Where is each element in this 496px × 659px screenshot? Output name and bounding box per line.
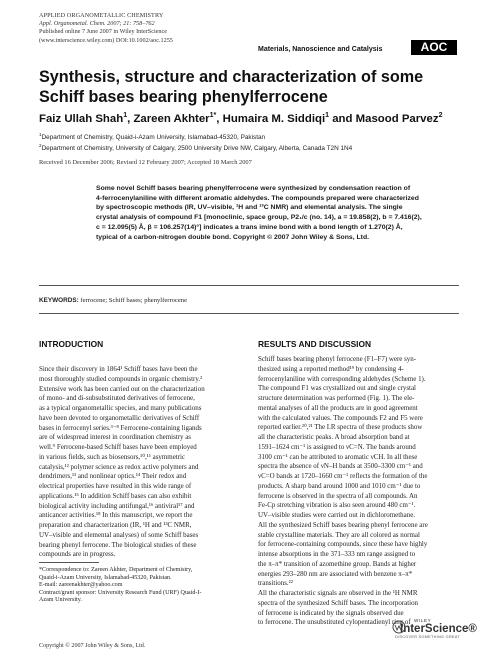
text-line: UV–visible studies were carried out in dichloromethane. bbox=[258, 511, 416, 519]
text-line: reported earlier.²⁰,²¹ The I.R spectra of these products show bbox=[258, 423, 423, 432]
text-line: to ferrocene. The unsubstituted cylopentadienyl ring of bbox=[258, 618, 411, 627]
author-name: Masood Parvez bbox=[355, 112, 439, 125]
text-line: structure determination was performed (Fig. 1). The ele- bbox=[258, 394, 415, 402]
text-line: with the calculated values. The compounds F2 and F5 were bbox=[258, 413, 423, 422]
text-line: well.⁹ Ferrocene-based Schiff bases have been employed bbox=[39, 443, 197, 451]
abstract-line: typical of a carbon-nitrogen double bond. Copyright © 2007 John Wiley & Sons, Ltd. bbox=[96, 233, 370, 241]
text-line: UV–visible and elemental analyses) of some Schiff bases bbox=[39, 530, 199, 539]
text-line: energies 293–280 nm are associated with benzene π–π* bbox=[258, 569, 413, 578]
affiliations bbox=[39, 131, 479, 154]
footnote-line: Quaid-i-Azam University, Islamabad-45320, Pakistan. bbox=[39, 574, 172, 581]
text-line: All the characteristic signals are observed in the ¹H NMR bbox=[258, 589, 418, 597]
journal-badge: AOC bbox=[411, 40, 457, 55]
abstract bbox=[96, 184, 460, 242]
received-dates: Received 16 December 2006; Revised 12 February 2007; Accepted 18 March 2007 bbox=[39, 159, 252, 166]
footnote-line: Azam University. bbox=[39, 597, 82, 604]
text-line: of mono- and di-subsubstituted derivatives of ferrocene, bbox=[39, 394, 195, 403]
text-line: bearing phenyl ferrocene. The biological studies of these bbox=[39, 540, 197, 549]
text-line: transitions.²² bbox=[258, 579, 293, 588]
text-line: have been devoted to organometallic derivatives of Schiff bbox=[39, 413, 200, 422]
affiliation-text: Department of Chemistry, Quaid-i-Azam University, Islamabad-45320, Pakistan bbox=[41, 134, 266, 142]
results-text bbox=[258, 355, 462, 628]
affiliation-sup: 2 bbox=[39, 143, 42, 149]
text-line: stable crystalline materials. They are all colored as normal bbox=[258, 530, 420, 539]
title-line-1: Synthesis, structure and characterization of some bbox=[39, 68, 424, 86]
wiley-interscience-logo bbox=[392, 618, 477, 639]
text-line: applications.¹⁵ In addition Schiff bases can also exhibit bbox=[39, 491, 192, 500]
author-list: Faiz Ullah Shah$^1$, Zareen Akhter$^{1*}$, Humaira M. Siddiqi$^1$ and Masood Parvez$^2$ bbox=[39, 112, 443, 125]
text-line: for ferrocene-containing compounds, since these have highly bbox=[258, 540, 428, 549]
intro-heading: INTRODUCTION bbox=[39, 339, 104, 349]
author-sup: 1 bbox=[325, 112, 330, 119]
interscience-wordmark: InterScience® bbox=[400, 623, 477, 635]
keywords-text: ferrocene; Schiff bases; phenylferrocene bbox=[80, 297, 188, 304]
wiley-wordmark: WILEY bbox=[414, 618, 432, 623]
text-line: in various fields, such as biosensors,¹⁰,¹¹ asymmetric bbox=[39, 452, 186, 461]
text-line: all the characteristic peaks. A broad absorption band at bbox=[258, 433, 410, 441]
text-line: Since their discovery in 1864¹ Schiff bases have been the bbox=[39, 365, 198, 373]
footnote bbox=[39, 567, 244, 605]
text-line: Fe-Cp stretching vibration is also seen around 480 cm⁻¹. bbox=[258, 501, 416, 510]
footnote-line: Contract/grant sponsor: University Research Fund (URF) Quaid-I- bbox=[39, 589, 202, 596]
keywords bbox=[39, 297, 187, 304]
text-line: mental analyses of all the products are in good agreement bbox=[258, 403, 418, 412]
author-name: Zareen Akhter bbox=[133, 112, 210, 125]
text-line: biological activity including antifungal,¹⁶ antiviral¹⁷ and bbox=[39, 501, 195, 510]
text-line: catalysis,¹² polymer science as redox active polymers and bbox=[39, 462, 199, 471]
article-title bbox=[39, 67, 459, 107]
text-line: preparation and characterization (IR, ¹H and ¹³C NMR, bbox=[39, 521, 192, 529]
section-label: Materials, Nanoscience and Catalysis bbox=[258, 46, 383, 53]
footnote-line: *Correspondence to: Zareen Akhter, Department of Chemistry, bbox=[39, 567, 193, 573]
abstract-line: crystal analysis of compound F1 [monoclinic, space group, P2₁/c (no. 14), a = 19.858(2), b = 7.416(2), bbox=[96, 214, 422, 222]
keywords-label: KEYWORDS: bbox=[39, 297, 79, 304]
author-sup: 1* bbox=[209, 112, 217, 119]
text-line: All the synthesized Schiff bases bearing phenyl ferrocene are bbox=[258, 520, 428, 529]
author-sup: 2 bbox=[438, 112, 443, 119]
text-line: 3100 cm⁻¹ can be attributed to aromatic νCH. In all these bbox=[258, 452, 418, 461]
text-line: thesized using a reported method¹⁹ by condensing 4- bbox=[258, 364, 404, 373]
abstract-line: by spectroscopic methods (IR, UV–visible, ¹H and ¹³C NMR) and elemental analysis. The single bbox=[96, 204, 403, 212]
abstract-line: 4-ferrocenylaniline with different aromatic aldehydes. The compounds prepared were characterized bbox=[96, 194, 419, 202]
text-line: electrical properties have resulted in this wide range of bbox=[39, 482, 192, 490]
text-line: Extensive work has been carried out on the characterization bbox=[39, 384, 205, 393]
text-line: anticancer activities.¹⁸ In this manuscript, we report the bbox=[39, 511, 193, 520]
text-line: ferrocene is observed in the spectra of all compounds. An bbox=[258, 491, 418, 500]
affiliation-1 bbox=[39, 131, 479, 142]
text-line: ferrocenylaniline with corresponding aldehydes (Scheme 1). bbox=[258, 374, 426, 383]
text-line: 1591–1624 cm⁻¹ is assigned to νC=N. The bands around bbox=[258, 442, 416, 451]
text-line: The compound F1 was crystallized out and single crystal bbox=[258, 384, 416, 393]
text-line: most thoroughly studied compounds in organic chemistry.² bbox=[39, 374, 203, 383]
journal-citation: Appl. Organometal. Chem. 2007; 21: 758–762 bbox=[39, 20, 155, 28]
affiliation-2 bbox=[39, 142, 479, 153]
footnote-divider bbox=[39, 562, 99, 563]
text-line: products. A sharp band around 1000 and 1010 cm⁻¹ due to bbox=[258, 481, 421, 490]
text-line: of ferrocene is indicated by the signals observed due bbox=[258, 608, 404, 617]
author-name: Faiz Ullah Shah bbox=[39, 112, 124, 125]
published-line: Published online 7 June 2007 in Wiley InterScience bbox=[39, 28, 168, 36]
intro-text bbox=[39, 365, 244, 560]
text-line: are of widespread interest in coordination chemistry as bbox=[39, 433, 191, 442]
divider bbox=[39, 285, 459, 286]
journal-name: APPLIED ORGANOMETALLIC CHEMISTRY bbox=[39, 12, 164, 19]
title-line-2: Schiff bases bearing phenylferrocene bbox=[39, 88, 328, 106]
doi-line: (www.interscience.wiley.com) DOI:10.1002/aoc.1255 bbox=[39, 36, 173, 44]
text-line: compounds are in progress. bbox=[39, 550, 116, 559]
text-line: spectra the absence of νN–H bands at 3500–3300 cm⁻¹ and bbox=[258, 462, 423, 471]
affiliation-sup: 1 bbox=[39, 132, 42, 137]
text-line: bases in ferrocenyl series.³⁻⁸ Ferrocene-containing ligands bbox=[39, 423, 202, 432]
journal-header bbox=[39, 12, 279, 45]
text-line: dendrimers,¹³ and nonlinear optics.¹⁴ Their redox and bbox=[39, 472, 187, 481]
text-line: the π–π* transition of azomethine group. Bands at higher bbox=[258, 559, 417, 568]
text-line: spectra of the synthesized Schiff bases. The incorporation bbox=[258, 598, 419, 607]
footnote-line: E-mail: zareenakhter@yahoo.com bbox=[39, 582, 123, 589]
text-line: intense absorptions in the 371–333 nm range assigned to bbox=[258, 550, 416, 558]
text-line: as a typical organometallic species, and many publications bbox=[39, 404, 202, 412]
wiley-emblem-icon bbox=[392, 620, 406, 634]
author-name: Humaira M. Siddiqi bbox=[222, 112, 326, 125]
tagline: DISCOVER SOMETHING GREAT bbox=[395, 635, 460, 639]
results-heading: RESULTS AND DISCUSSION bbox=[258, 339, 372, 349]
copyright: Copyright © 2007 John Wiley & Sons, Ltd. bbox=[39, 643, 146, 649]
abstract-line: Some novel Schiff bases bearing phenylferrocene were synthesized by condensation reaction of bbox=[96, 185, 411, 192]
text-line: νC=O bands at 1720–1660 cm⁻¹ reflects the formation of the bbox=[258, 472, 428, 480]
affiliation-text: Department of Chemistry, University of Calgary, 2500 University Drive NW, Calgary, Alberta, Canada T2N 1N4 bbox=[41, 145, 353, 153]
divider bbox=[39, 313, 459, 314]
author-sup: 1 bbox=[123, 112, 128, 119]
text-line: Schiff bases bearing phenyl ferrocene (F1–F7) were syn- bbox=[258, 355, 417, 363]
abstract-line: c = 12.095(5) Å, β = 106.257(14)°] indicates a trans imine bond with a bond length of 1.270(2) Å, bbox=[96, 223, 403, 231]
